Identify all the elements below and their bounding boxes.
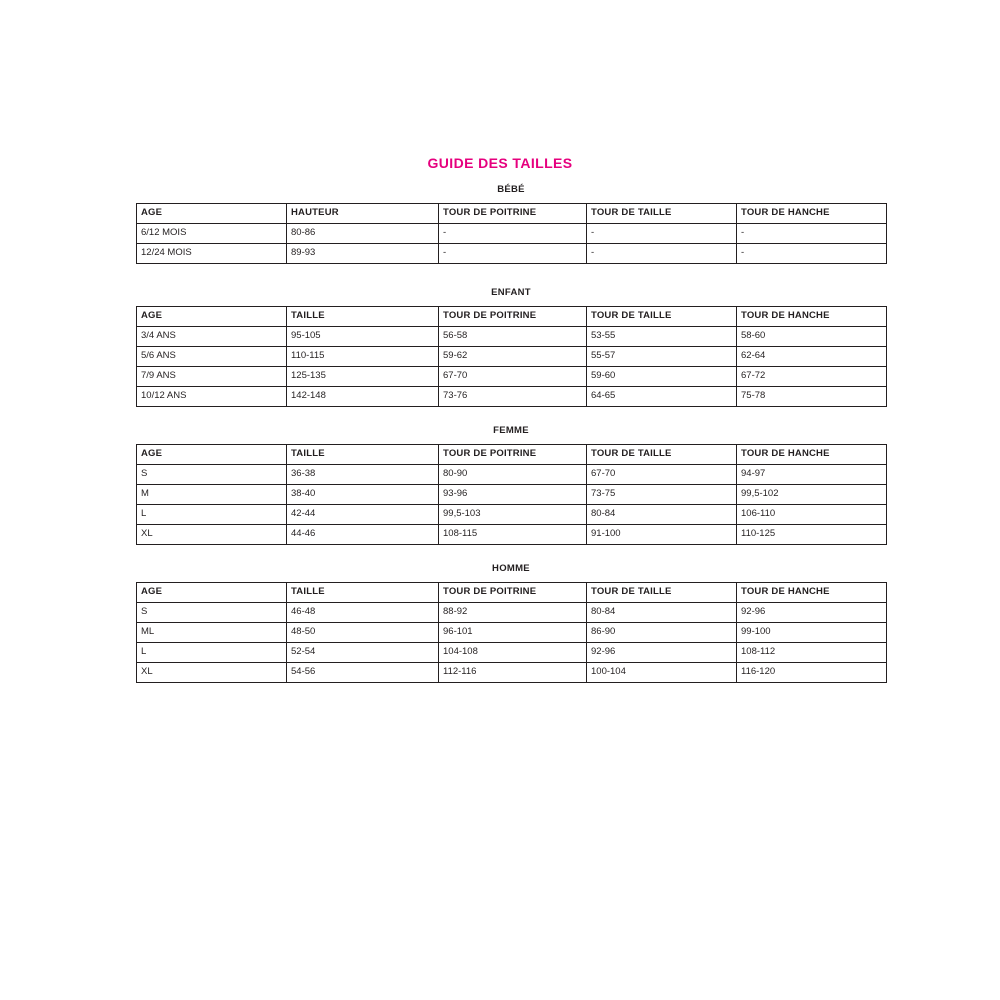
- table-header-row: [137, 583, 887, 603]
- column-header: AGE: [137, 204, 287, 224]
- section-homme: [136, 563, 886, 683]
- cell: 62-64: [737, 347, 887, 367]
- column-header: TOUR DE TAILLE: [587, 583, 737, 603]
- cell: XL: [137, 663, 287, 683]
- cell: -: [439, 244, 587, 264]
- cell: 44-46: [287, 525, 439, 545]
- table-row: [137, 347, 887, 367]
- cell: 91-100: [587, 525, 737, 545]
- column-header: TOUR DE TAILLE: [587, 445, 737, 465]
- column-header: TOUR DE POITRINE: [439, 204, 587, 224]
- table-row: [137, 367, 887, 387]
- column-header: TOUR DE HANCHE: [737, 583, 887, 603]
- cell: 42-44: [287, 505, 439, 525]
- column-header: TOUR DE TAILLE: [587, 204, 737, 224]
- cell: 88-92: [439, 603, 587, 623]
- table-row: [137, 623, 887, 643]
- cell: ML: [137, 623, 287, 643]
- cell: 6/12 MOIS: [137, 224, 287, 244]
- cell: -: [737, 224, 887, 244]
- section-title-homme: HOMME: [492, 563, 530, 574]
- cell: 108-112: [737, 643, 887, 663]
- cell: 73-75: [587, 485, 737, 505]
- cell: 99-100: [737, 623, 887, 643]
- table-row: [137, 387, 887, 407]
- cell: -: [587, 244, 737, 264]
- cell: M: [137, 485, 287, 505]
- table-header-row: [137, 307, 887, 327]
- table-row: [137, 603, 887, 623]
- table-row: [137, 244, 887, 264]
- cell: 10/12 ANS: [137, 387, 287, 407]
- cell: 56-58: [439, 327, 587, 347]
- column-header: TAILLE: [287, 307, 439, 327]
- table-row: [137, 465, 887, 485]
- cell: 125-135: [287, 367, 439, 387]
- cell: L: [137, 505, 287, 525]
- column-header: TOUR DE POITRINE: [439, 307, 587, 327]
- table-row: [137, 643, 887, 663]
- section-title-femme: FEMME: [493, 425, 529, 436]
- cell: 55-57: [587, 347, 737, 367]
- cell: 94-97: [737, 465, 887, 485]
- cell: 67-70: [439, 367, 587, 387]
- cell: 80-90: [439, 465, 587, 485]
- cell: 3/4 ANS: [137, 327, 287, 347]
- cell: 106-110: [737, 505, 887, 525]
- cell: 116-120: [737, 663, 887, 683]
- cell: 12/24 MOIS: [137, 244, 287, 264]
- cell: 112-116: [439, 663, 587, 683]
- cell: 38-40: [287, 485, 439, 505]
- cell: 93-96: [439, 485, 587, 505]
- cell: 75-78: [737, 387, 887, 407]
- column-header: TAILLE: [287, 583, 439, 603]
- section-enfant: [136, 287, 886, 407]
- cell: 108-115: [439, 525, 587, 545]
- cell: 89-93: [287, 244, 439, 264]
- cell: 86-90: [587, 623, 737, 643]
- section-femme: [136, 425, 886, 545]
- cell: 92-96: [587, 643, 737, 663]
- cell: -: [439, 224, 587, 244]
- table-header-row: [137, 445, 887, 465]
- cell: 54-56: [287, 663, 439, 683]
- column-header: TOUR DE POITRINE: [439, 445, 587, 465]
- column-header: TOUR DE POITRINE: [439, 583, 587, 603]
- page-title: GUIDE DES TAILLES: [427, 155, 573, 171]
- cell: 52-54: [287, 643, 439, 663]
- column-header: TOUR DE HANCHE: [737, 445, 887, 465]
- cell: 95-105: [287, 327, 439, 347]
- cell: 5/6 ANS: [137, 347, 287, 367]
- cell: 110-115: [287, 347, 439, 367]
- cell: S: [137, 603, 287, 623]
- cell: -: [587, 224, 737, 244]
- cell: 104-108: [439, 643, 587, 663]
- table-header-row: [137, 204, 887, 224]
- cell: 96-101: [439, 623, 587, 643]
- size-table-homme: [136, 582, 887, 683]
- cell: XL: [137, 525, 287, 545]
- size-table-femme: [136, 444, 887, 545]
- size-table-bebe: [136, 203, 887, 264]
- column-header: TOUR DE HANCHE: [737, 307, 887, 327]
- cell: -: [737, 244, 887, 264]
- cell: 59-60: [587, 367, 737, 387]
- table-row: [137, 663, 887, 683]
- column-header: HAUTEUR: [287, 204, 439, 224]
- cell: S: [137, 465, 287, 485]
- cell: 64-65: [587, 387, 737, 407]
- cell: 36-38: [287, 465, 439, 485]
- column-header: AGE: [137, 307, 287, 327]
- column-header: TAILLE: [287, 445, 439, 465]
- table-row: [137, 327, 887, 347]
- table-row: [137, 525, 887, 545]
- cell: L: [137, 643, 287, 663]
- cell: 110-125: [737, 525, 887, 545]
- cell: 142-148: [287, 387, 439, 407]
- cell: 58-60: [737, 327, 887, 347]
- cell: 92-96: [737, 603, 887, 623]
- cell: 48-50: [287, 623, 439, 643]
- cell: 46-48: [287, 603, 439, 623]
- cell: 80-86: [287, 224, 439, 244]
- section-title-enfant: ENFANT: [491, 287, 531, 298]
- table-row: [137, 505, 887, 525]
- cell: 99,5-102: [737, 485, 887, 505]
- cell: 73-76: [439, 387, 587, 407]
- cell: 67-72: [737, 367, 887, 387]
- cell: 80-84: [587, 603, 737, 623]
- cell: 100-104: [587, 663, 737, 683]
- cell: 99,5-103: [439, 505, 587, 525]
- cell: 53-55: [587, 327, 737, 347]
- table-row: [137, 485, 887, 505]
- section-bebe: [136, 184, 886, 264]
- cell: 67-70: [587, 465, 737, 485]
- column-header: TOUR DE HANCHE: [737, 204, 887, 224]
- column-header: AGE: [137, 583, 287, 603]
- cell: 59-62: [439, 347, 587, 367]
- size-table-enfant: [136, 306, 887, 407]
- column-header: TOUR DE TAILLE: [587, 307, 737, 327]
- section-title-bebe: BÉBÉ: [497, 184, 525, 195]
- column-header: AGE: [137, 445, 287, 465]
- cell: 7/9 ANS: [137, 367, 287, 387]
- cell: 80-84: [587, 505, 737, 525]
- table-row: [137, 224, 887, 244]
